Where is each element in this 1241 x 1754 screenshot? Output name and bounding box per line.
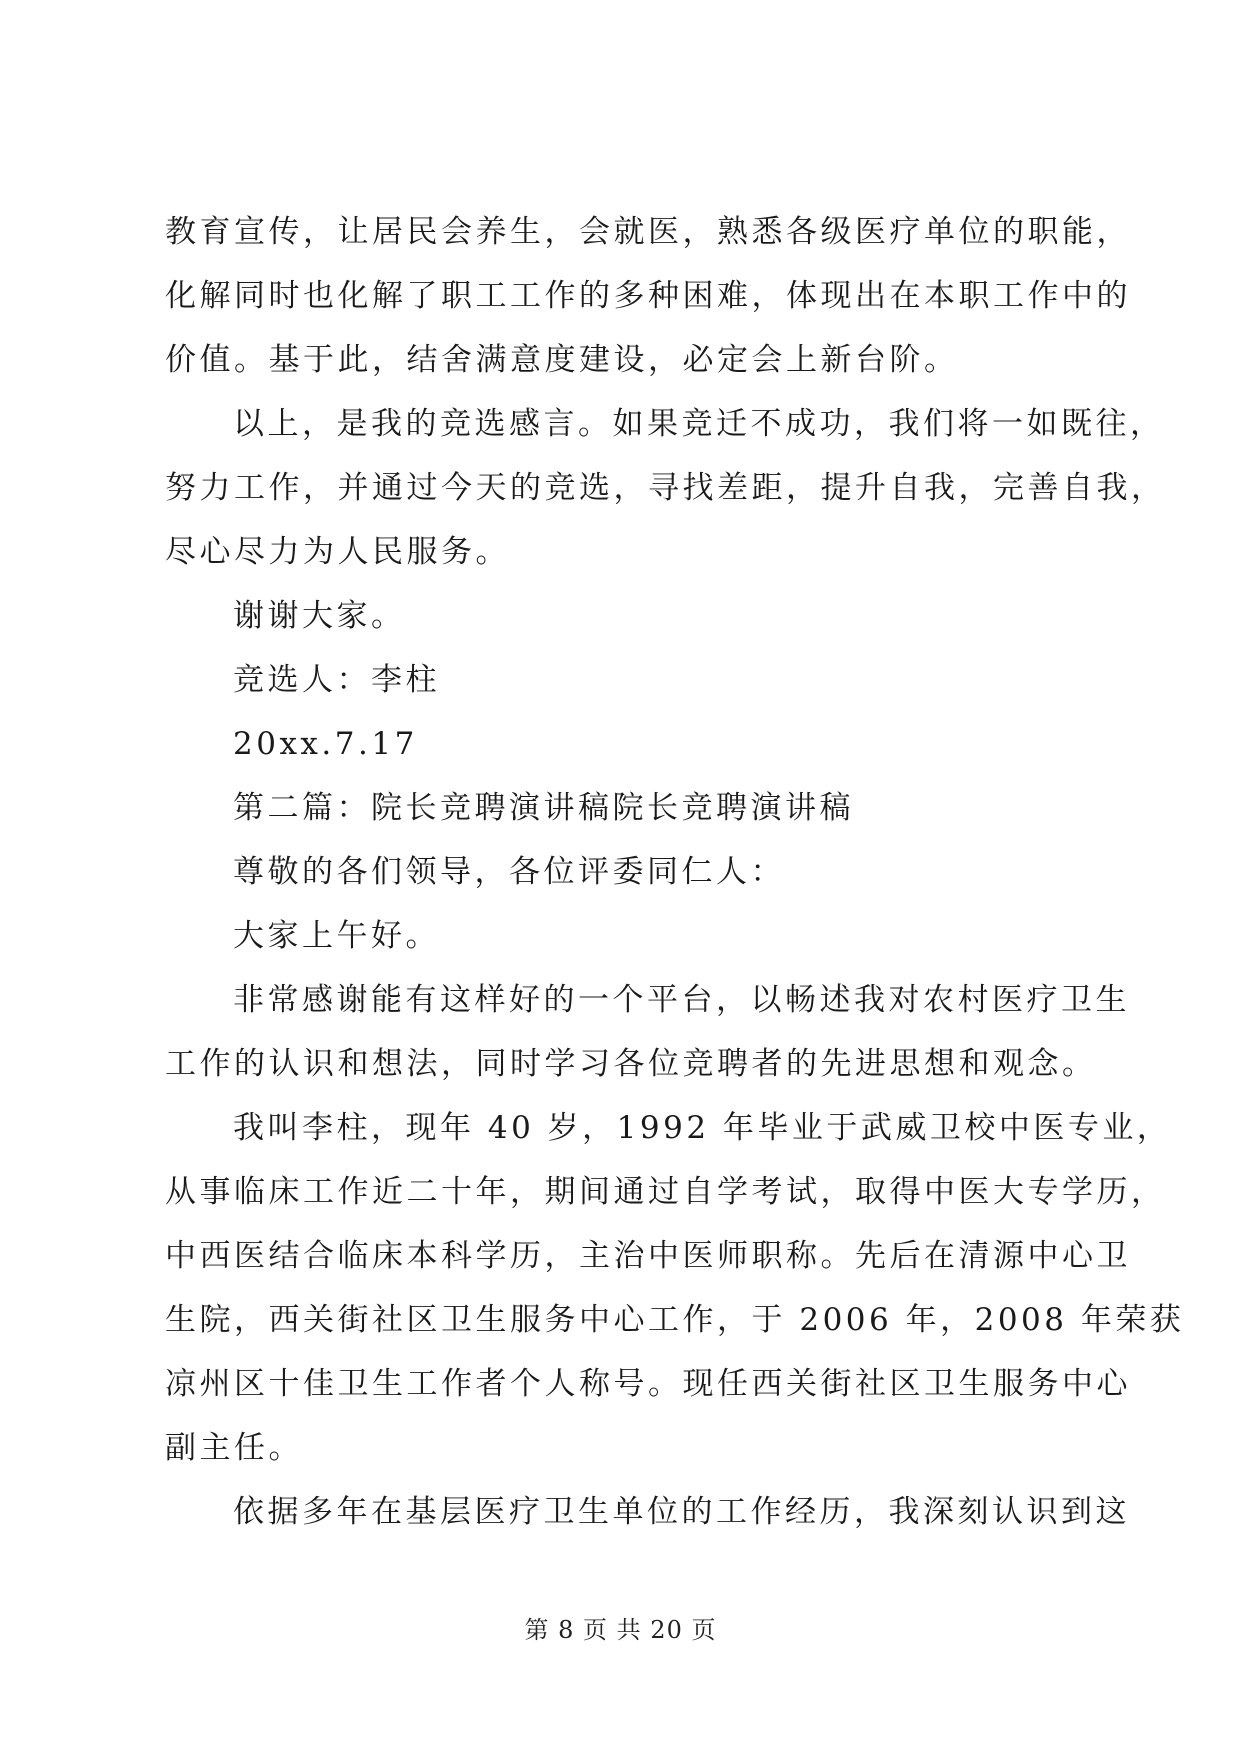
text-line: 谢谢大家。 <box>233 598 406 634</box>
document-body <box>165 200 1185 1544</box>
text-line: 教育宣传，让居民会养生，会就医，熟悉各级医疗单位的职能， <box>165 214 1131 250</box>
text-line: 非常感谢能有这样好的一个平台，以畅述我对农村医疗卫生 <box>233 982 1130 1018</box>
text-line: 尊敬的各们领导，各位评委同仁人： <box>233 854 785 890</box>
text-line: 生院，西关街社区卫生服务中心工作，于 2006 年，2008 年荣获 <box>165 1302 1185 1338</box>
text-line: 尽心尽力为人民服务。 <box>165 534 510 570</box>
text-line: 努力工作，并通过今天的竞选，寻找差距，提升自我，完善自我， <box>165 470 1166 506</box>
text-line: 竞选人：李柱 <box>233 662 440 698</box>
text-line: 副主任。 <box>165 1430 303 1466</box>
text-line: 价值。基于此，结舍满意度建设，必定会上新台阶。 <box>165 342 959 378</box>
text-line: 以上，是我的竞选感言。如果竞迁不成功，我们将一如既往， <box>233 406 1165 442</box>
text-line: 凉州区十佳卫生工作者个人称号。现任西关街社区卫生服务中心 <box>165 1366 1131 1402</box>
text-line: 第二篇：院长竞聘演讲稿院长竞聘演讲稿 <box>233 790 854 826</box>
text-line: 从事临床工作近二十年，期间通过自学考试，取得中医大专学历， <box>165 1174 1166 1210</box>
text-line: 大家上午好。 <box>233 918 440 954</box>
text-line: 工作的认识和想法，同时学习各位竞聘者的先进思想和观念。 <box>165 1046 1097 1082</box>
text-line: 20xx.7.17 <box>233 726 418 762</box>
text-line: 我叫李柱，现年 40 岁，1992 年毕业于武威卫校中医专业， <box>233 1110 1172 1146</box>
page-footer: 第 8 页 共 20 页 <box>524 1616 717 1644</box>
text-line: 中西医结合临床本科学历，主治中医师职称。先后在清源中心卫 <box>165 1238 1131 1274</box>
text-line: 化解同时也化解了职工工作的多种困难，体现出在本职工作中的 <box>165 278 1131 314</box>
text-line: 依据多年在基层医疗卫生单位的工作经历，我深刻认识到这 <box>233 1494 1130 1530</box>
